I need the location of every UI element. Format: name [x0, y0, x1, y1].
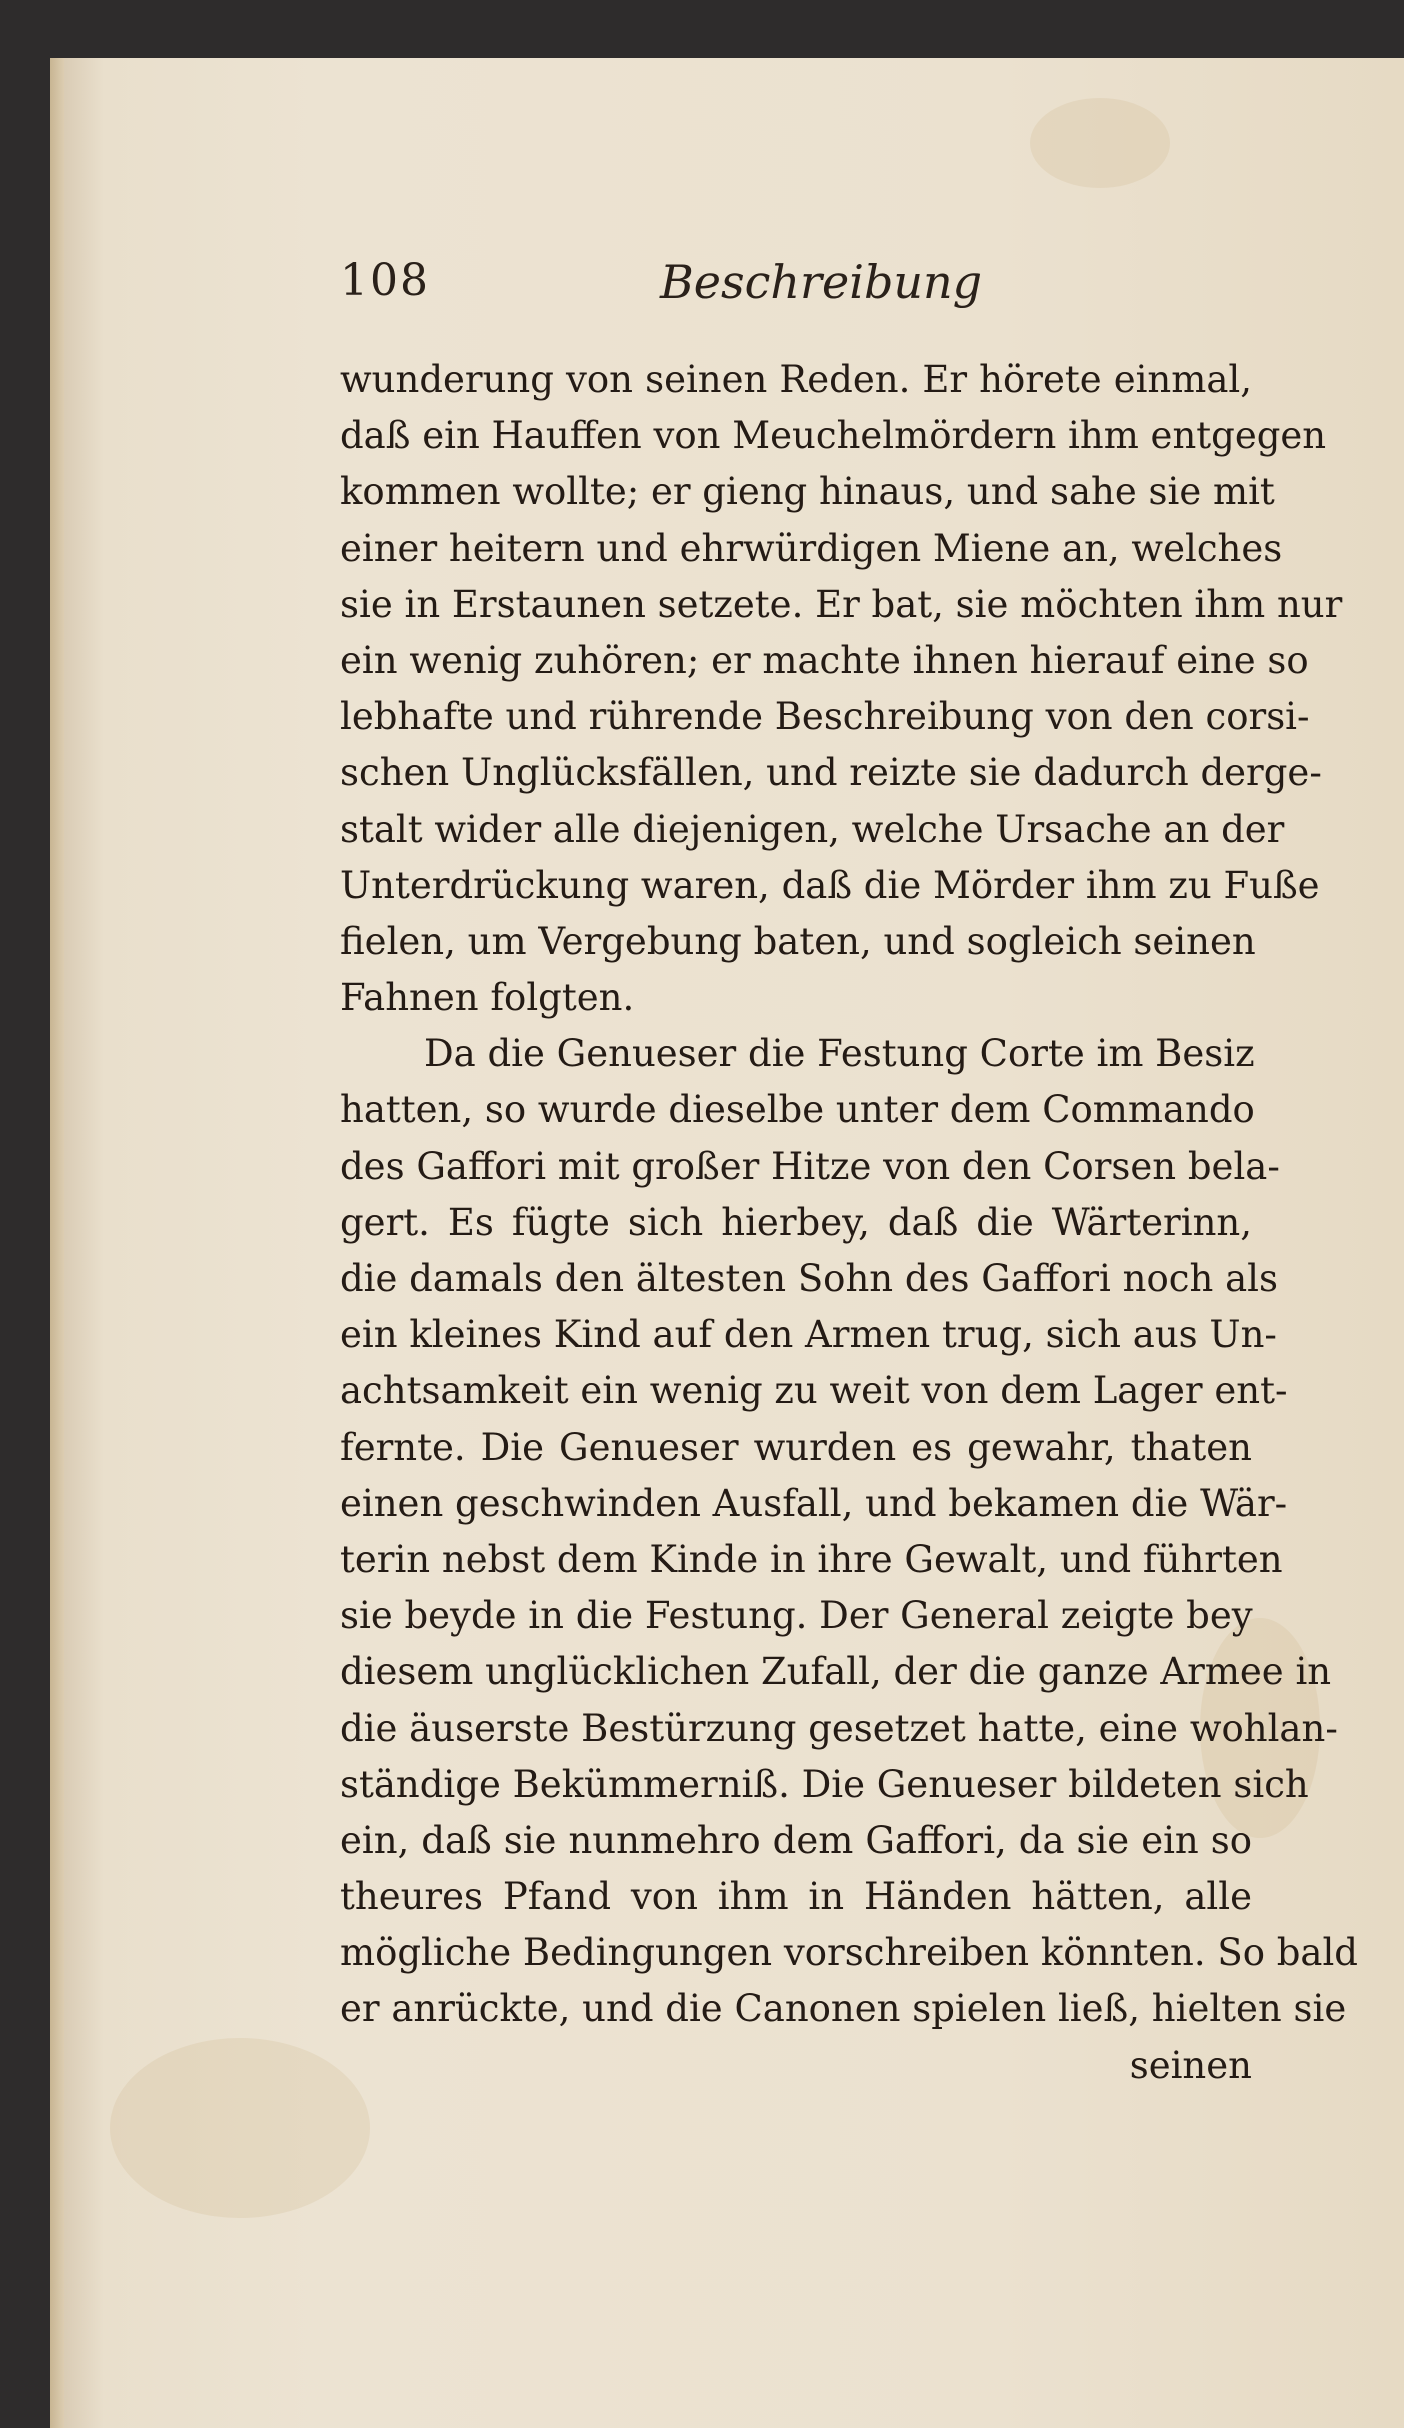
- text-line: er anrückte, und die Canonen spielen ließ, hielten sie: [340, 1987, 1347, 2031]
- text-line: fernte. Die Genueser wurden es gewahr, thaten: [340, 1425, 1252, 1469]
- text-line: einer heitern und ehrwürdigen Miene an, welches: [340, 526, 1283, 570]
- text-line: sie beyde in die Festung. Der General zeigte bey: [340, 1594, 1253, 1638]
- text-line: Fahnen folgten.: [340, 976, 635, 1020]
- text-line: hatten, so wurde dieselbe unter dem Commando: [340, 1088, 1255, 1132]
- paragraph-start: Da die Genueser die Festung Corte im Besiz: [424, 1032, 1255, 1076]
- text-line: ständige Bekümmerniß. Die Genueser bildeten sich: [340, 1762, 1309, 1806]
- text-line: kommen wollte; er gieng hinaus, und sahe sie mit: [340, 470, 1275, 514]
- text-line: fielen, um Vergebung baten, und sogleich seinen: [340, 919, 1256, 963]
- text-line: des Gaffori mit großer Hitze von den Corsen bela-: [340, 1144, 1280, 1188]
- text-line: sie in Erstaunen setzete. Er bat, sie möchten ihm nur: [340, 582, 1343, 626]
- text-line: lebhafte und rührende Beschreibung von den corsi-: [340, 695, 1310, 739]
- body-text: [340, 352, 1358, 2094]
- text-line: ein, daß sie nunmehro dem Gaffori, da sie ein so: [340, 1818, 1252, 1862]
- text-line: einen geschwinden Ausfall, und bekamen die Wär-: [340, 1481, 1288, 1525]
- text-line: terin nebst dem Kinde in ihre Gewalt, und führten: [340, 1537, 1283, 1581]
- text-line: diesem unglücklichen Zufall, der die ganze Armee in: [340, 1650, 1332, 1694]
- page-number: 108: [340, 255, 430, 306]
- text-line: die äuserste Bestürzung gesetzet hatte, eine wohlan-: [340, 1706, 1338, 1750]
- text-line: theures Pfand von ihm in Händen hätten, alle: [340, 1875, 1252, 1919]
- text-line: gert. Es fügte sich hierbey, daß die Wärterinn,: [340, 1200, 1252, 1244]
- paper-stain: [110, 2038, 370, 2218]
- paper-stain: [1030, 98, 1170, 188]
- text-line: achtsamkeit ein wenig zu weit von dem Lager ent-: [340, 1369, 1288, 1413]
- text-line: mögliche Bedingungen vorschreiben könnten. So bald: [340, 1931, 1358, 1975]
- text-line: Unterdrückung waren, daß die Mörder ihm zu Fuße: [340, 863, 1320, 907]
- catchword: seinen: [1129, 2043, 1252, 2087]
- page-header: [340, 255, 983, 325]
- text-line: stalt wider alle diejenigen, welche Ursache an der: [340, 807, 1285, 851]
- text-line: ein kleines Kind auf den Armen trug, sich aus Un-: [340, 1313, 1277, 1357]
- text-line: wunderung von seinen Reden. Er hörete einmal,: [340, 358, 1252, 401]
- running-head: Beschreibung: [660, 255, 983, 309]
- text-line: ein wenig zuhören; er machte ihnen hierauf eine so: [340, 638, 1309, 682]
- text-line: daß ein Hauffen von Meuchelmördern ihm entgegen: [340, 414, 1327, 458]
- text-line: schen Unglücksfällen, und reizte sie dadurch derge-: [340, 751, 1322, 795]
- text-line: die damals den ältesten Sohn des Gaffori noch als: [340, 1257, 1278, 1300]
- page-edge: [50, 58, 64, 2428]
